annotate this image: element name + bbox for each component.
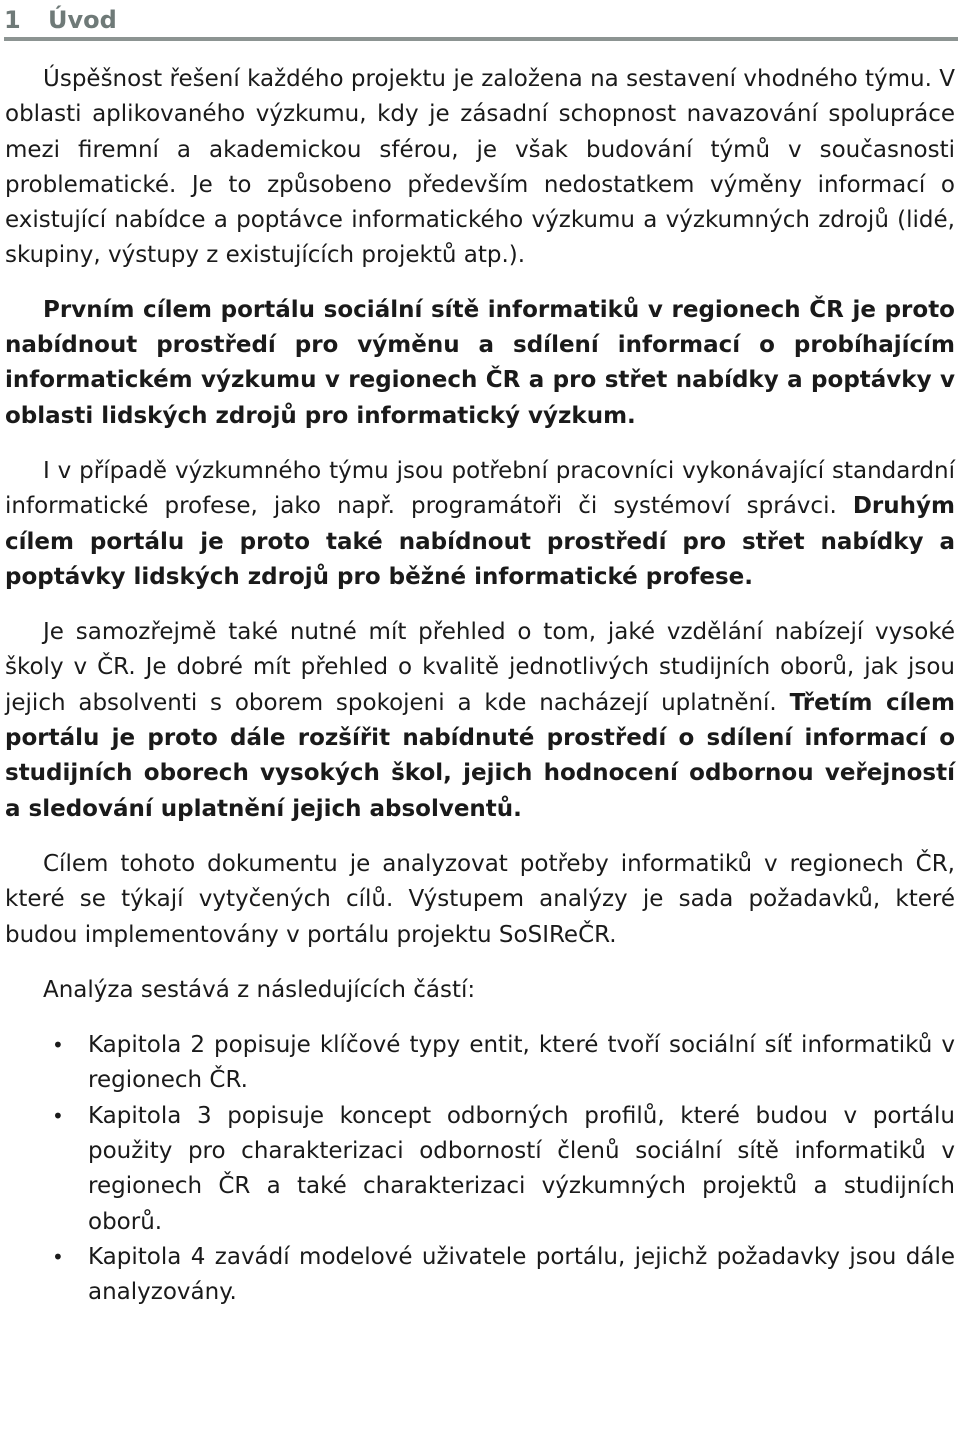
list-item: [5, 1028, 955, 1099]
list-item-text: Kapitola 2 popisuje klíčové typy entit, které tvoří sociální síť informatiků v regionech ČR.: [88, 1032, 955, 1094]
paragraph-first-goal: [5, 293, 955, 434]
third-goal-text: Třetím cílem portálu je proto dále rozšířit nabídnuté prostředí o sdílení informací o studijních oborech vysokých škol, jejich hodnocení odbornou veřejností a sledování uplatnění jejich absolventů.: [5, 689, 955, 822]
third-goal-context: Je samozřejmě také nutné mít přehled o tom, jaké vzdělání nabízejí vysoké školy v ČR. Je dobré mít přehled o kvalitě jednotlivých studijních oborů, jak jsou jejich absolventi s oborem spokojeni a kde nacházejí uplatnění.: [5, 619, 955, 716]
section-title: Úvod: [48, 6, 117, 34]
second-goal-text: Druhým cílem portálu je proto také nabídnout prostředí pro střet nabídky a poptávky lidských zdrojů pro běžné informatické profese.: [5, 493, 955, 590]
paragraph-analysis-parts: Analýza sestává z následujících částí:: [43, 976, 476, 1003]
bullet-icon: •: [52, 1033, 64, 1058]
paragraph-second-goal: [5, 454, 955, 595]
paragraph-third-goal: [5, 615, 955, 827]
section-number: 1: [4, 6, 21, 34]
bullet-icon: •: [52, 1103, 64, 1128]
bullet-icon: •: [52, 1244, 64, 1269]
second-goal-context: I v případě výzkumného týmu jsou potřební pracovníci vykonávající standardní informatické profese, jako např. programátoři či systémoví správci.: [5, 457, 955, 520]
list-item: [5, 1240, 955, 1311]
chapter-list: [5, 1028, 955, 1310]
paragraph-document-aim: Cílem tohoto dokumentu je analyzovat potřeby informatiků v regionech ČR, které se týkají vytyčených cílů. Výstupem analýzy je sada požadavků, které budou implementovány v portálu projektu SoSIReČR.: [5, 850, 955, 948]
list-item-text: Kapitola 3 popisuje koncept odborných profilů, které budou v portálu použity pro charakterizaci odborností členů sociální sítě informatiků v regionech ČR a také charakterizaci výzkumných projektů a studijních oborů.: [88, 1102, 955, 1235]
first-goal-text: Prvním cílem portálu sociální sítě informatiků v regionech ČR je proto nabídnout prostředí pro výměnu a sdílení informací o probíhajícím informatickém výzkumu v regionech ČR a pro střet nabídky a poptávky v oblasti lidských zdrojů pro informatický výzkum.: [5, 296, 955, 429]
document-body: [5, 62, 955, 1311]
paragraph-intro: Úspěšnost řešení každého projektu je založena na sestavení vhodného týmu. V oblasti aplikovaného výzkumu, kdy je zásadní schopnost navazování spolupráce mezi firemní a akademickou sférou, je však budování týmů v současnosti problematické. Je to způsobeno především nedostatkem výměny informací o existující nabídce a poptávce informatického výzkumu a výzkumných zdrojů (lidé, skupiny, výstupy z existujících projektů atp.).: [5, 66, 955, 269]
section-heading: [4, 3, 958, 41]
list-item-text: Kapitola 4 zavádí modelové uživatele portálu, jejichž požadavky jsou dále analyzovány.: [88, 1243, 955, 1306]
list-item: [5, 1099, 955, 1240]
